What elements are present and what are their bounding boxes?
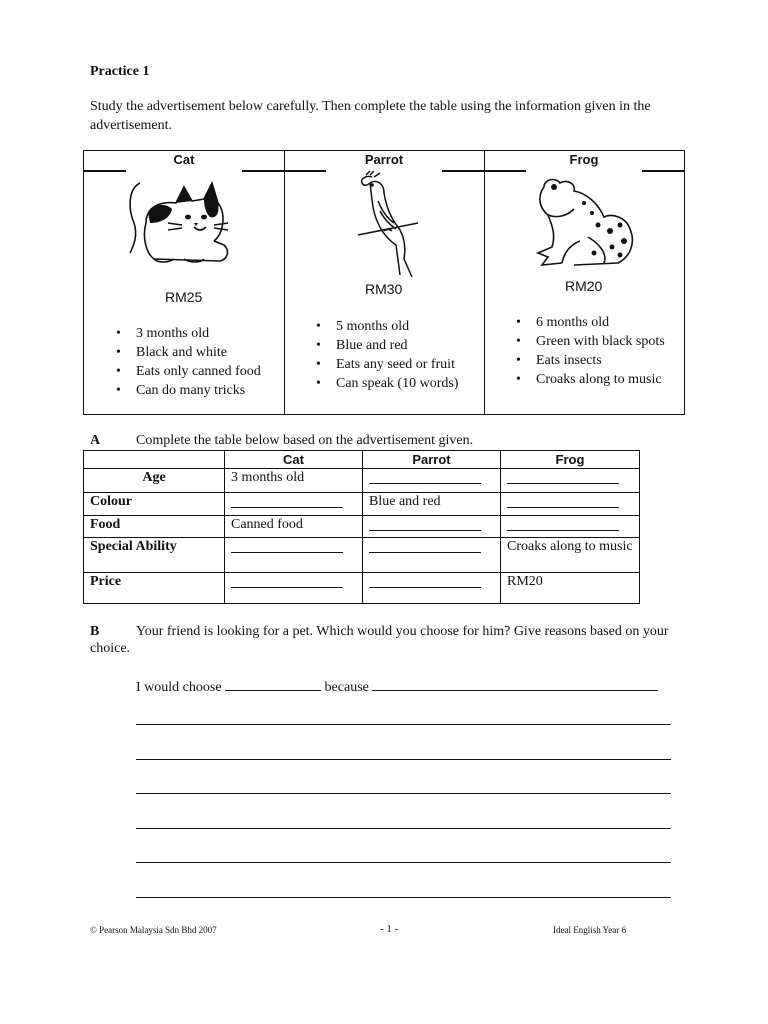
choice-blank[interactable]: [225, 676, 321, 691]
footer-copyright: © Pearson Malaysia Sdn Bhd 2007: [90, 925, 217, 935]
list-item: • Eats only canned food: [114, 362, 261, 381]
ad-column-cat: [84, 151, 285, 414]
row-label-age: Age: [84, 469, 225, 493]
list-item: • Eats any seed or fruit: [314, 355, 458, 374]
ad-price-cat: RM25: [165, 289, 203, 305]
list-item: • Croaks along to music: [514, 370, 665, 389]
list-item: • 3 months old: [114, 324, 261, 343]
frog-illustration-icon: [534, 173, 644, 271]
answer-blank[interactable]: [363, 573, 501, 604]
row-label-price: Price: [84, 573, 225, 604]
table-row: [84, 538, 640, 573]
list-item: • Eats insects: [514, 351, 665, 370]
table-row: [84, 573, 640, 604]
answer-line[interactable]: [136, 897, 671, 898]
answer-blank[interactable]: [225, 493, 363, 516]
reason-blank[interactable]: [372, 676, 658, 691]
table-header-cell: Parrot: [363, 451, 501, 469]
table-header-cell: Frog: [501, 451, 640, 469]
advertisement-box: [83, 150, 685, 415]
footer-book-title: Ideal English Year 6: [553, 925, 626, 935]
answer-blank[interactable]: [501, 516, 640, 538]
table-cell: RM20: [501, 573, 640, 604]
list-item: • 6 months old: [514, 313, 665, 332]
table-row: [84, 493, 640, 516]
ad-header-frog: Frog: [484, 151, 684, 171]
table-cell: Blue and red: [363, 493, 501, 516]
list-item: • Blue and red: [314, 336, 458, 355]
table-cell: 3 months old: [225, 469, 363, 493]
ad-price-parrot: RM30: [365, 281, 403, 297]
comparison-table: [83, 450, 640, 604]
table-header-row: [84, 451, 640, 469]
table-row: [84, 516, 640, 538]
ad-column-parrot: [284, 151, 485, 414]
ad-header-parrot: Parrot: [284, 151, 484, 171]
row-label-food: Food: [84, 516, 225, 538]
answer-line[interactable]: [136, 828, 671, 829]
answer-blank[interactable]: [501, 493, 640, 516]
answer-line[interactable]: [136, 759, 671, 760]
table-cell: Croaks along to music: [501, 538, 640, 573]
answer-blank[interactable]: [225, 573, 363, 604]
list-item: • Black and white: [114, 343, 261, 362]
section-a-label: A: [90, 433, 101, 448]
cat-illustration-icon: [124, 173, 236, 269]
instruction-text: Study the advertisement below carefully. Then complete the table using the information given in the advertisement.: [90, 99, 651, 133]
ad-facts-parrot: [314, 317, 458, 393]
row-label-colour: Colour: [84, 493, 225, 516]
answer-line[interactable]: [136, 862, 671, 863]
list-item: • 5 months old: [314, 317, 458, 336]
prompt-start: I would choose: [136, 680, 222, 695]
table-cell: Canned food: [225, 516, 363, 538]
answer-blank[interactable]: [363, 538, 501, 573]
answer-blank[interactable]: [225, 538, 363, 573]
table-header-cell: Cat: [225, 451, 363, 469]
ad-facts-frog: [514, 313, 665, 389]
answer-blank[interactable]: [363, 516, 501, 538]
parrot-illustration-icon: [354, 171, 424, 281]
table-row: [84, 469, 640, 493]
section-b-label: B: [90, 624, 100, 639]
answer-line[interactable]: [136, 724, 671, 725]
section-b-heading: [90, 623, 690, 657]
section-a-instruction: Complete the table below based on the advertisement given.: [136, 433, 474, 448]
section-b-instruction: Your friend is looking for a pet. Which would you choose for him? Give reasons based on your choice.: [90, 624, 669, 656]
ad-price-frog: RM20: [565, 278, 603, 294]
list-item: • Can do many tricks: [114, 381, 261, 400]
ad-header-cat: Cat: [84, 151, 284, 171]
ad-facts-cat: [114, 324, 261, 400]
ad-column-frog: [484, 151, 684, 414]
prompt-because: because: [324, 680, 369, 695]
answer-line[interactable]: [136, 793, 671, 794]
list-item: • Can speak (10 words): [314, 374, 458, 393]
list-item: • Green with black spots: [514, 332, 665, 351]
answer-blank[interactable]: [363, 469, 501, 493]
choice-sentence: [136, 676, 658, 696]
answer-blank[interactable]: [501, 469, 640, 493]
page-title: Practice 1: [90, 64, 150, 79]
footer-page-number: - 1 -: [380, 923, 399, 935]
row-label-special-ability: Special Ability: [84, 538, 225, 573]
section-a-heading: [90, 433, 473, 449]
table-header-cell: [84, 451, 225, 469]
